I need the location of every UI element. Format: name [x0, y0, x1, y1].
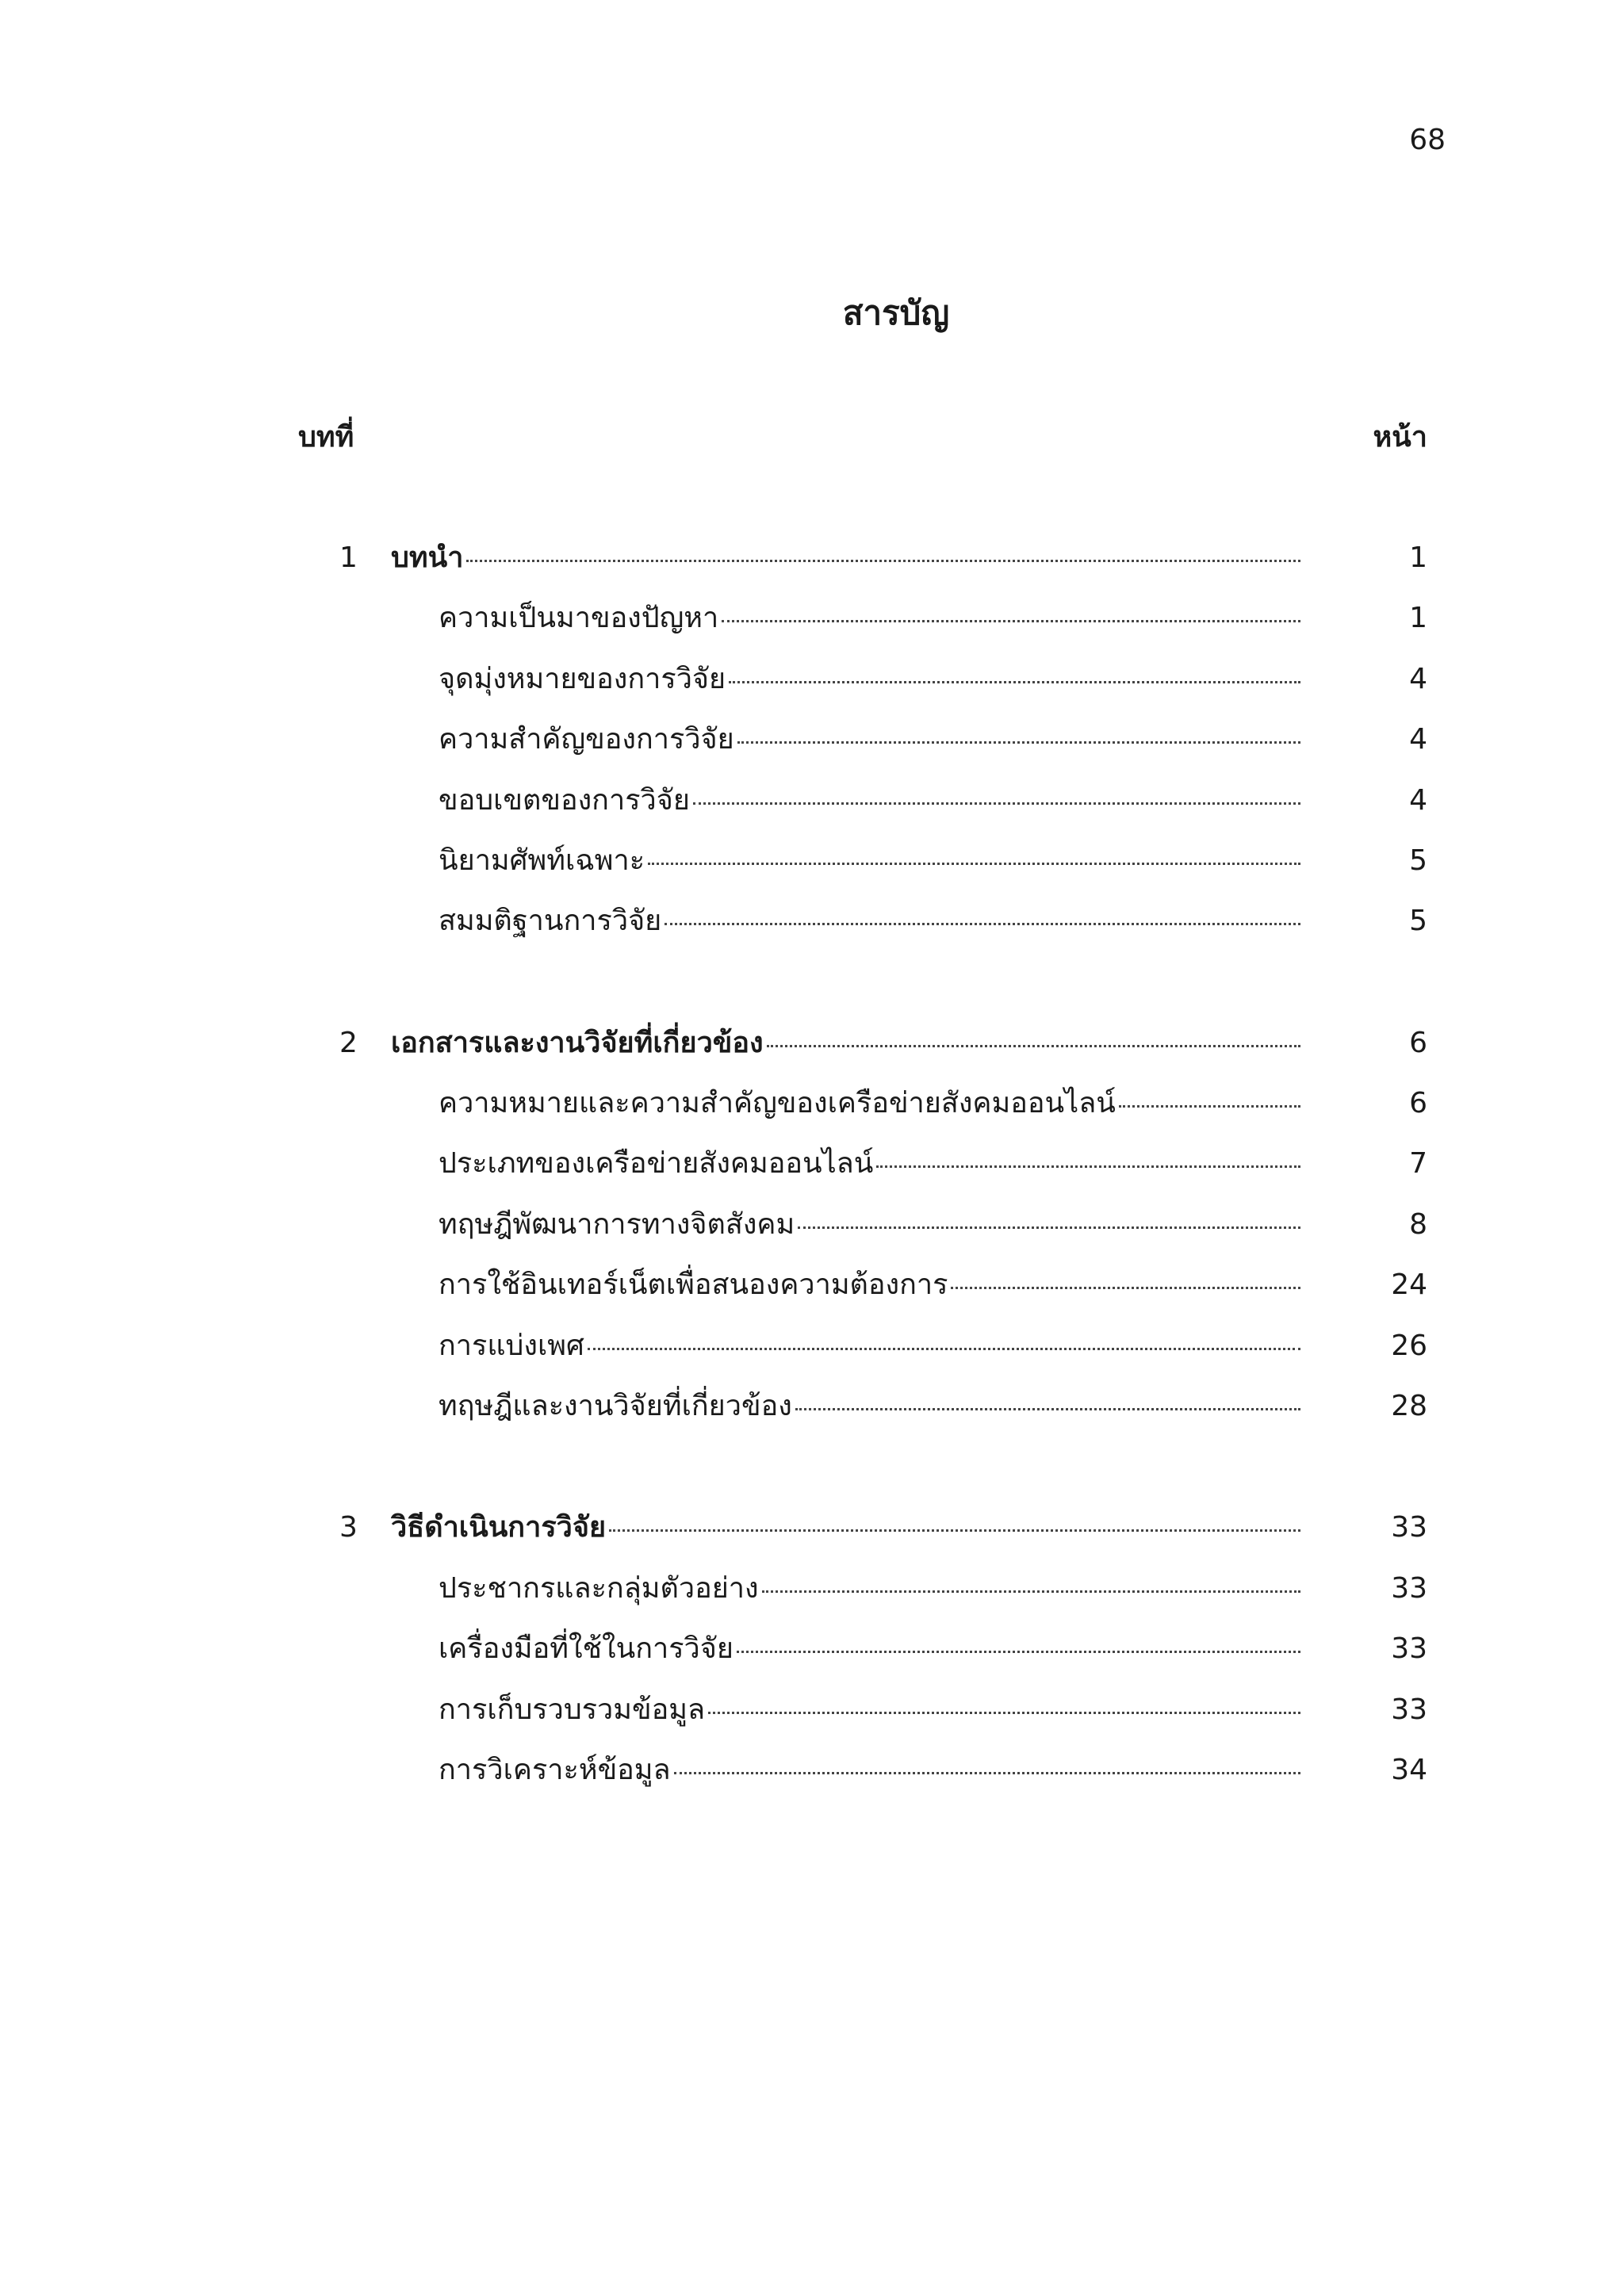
- chapter-number: 3: [339, 1511, 358, 1544]
- section-title: ความเป็นมาของปัญหา: [439, 602, 719, 634]
- toc-chapter-2[interactable]: [0, 1020, 1624, 1067]
- page-ref: 33: [1391, 1632, 1427, 1665]
- dot-leader: [762, 1590, 1300, 1593]
- chapter-title: วิธีดำเนินการวิจัย: [391, 1511, 607, 1544]
- toc-section[interactable]: [0, 1625, 1624, 1673]
- dot-leader: [795, 1408, 1300, 1410]
- toc-section[interactable]: [0, 1686, 1624, 1734]
- page-ref: 28: [1391, 1390, 1427, 1422]
- dot-leader: [876, 1165, 1300, 1168]
- toc-section[interactable]: [0, 837, 1624, 885]
- section-title: ทฤษฎีพัฒนาการทางจิตสังคม: [439, 1208, 795, 1241]
- section-title: ขอบเขตของการวิจัย: [439, 784, 690, 817]
- dot-leader: [798, 1226, 1300, 1229]
- page-ref: 1: [1409, 602, 1427, 634]
- dot-leader: [767, 1045, 1300, 1047]
- toc-chapter-3[interactable]: [0, 1504, 1624, 1552]
- section-title: ความสำคัญของการวิจัย: [439, 723, 734, 756]
- page-ref: 5: [1409, 905, 1427, 937]
- dot-leader: [693, 802, 1300, 805]
- chapter-title: เอกสารและงานวิจัยที่เกี่ยวข้อง: [391, 1027, 764, 1059]
- page-ref: 34: [1391, 1754, 1427, 1786]
- page-ref: 6: [1409, 1087, 1427, 1119]
- toc-chapter-1[interactable]: [0, 534, 1624, 582]
- toc-section[interactable]: [0, 1747, 1624, 1794]
- page-ref: 26: [1391, 1330, 1427, 1362]
- section-title: การใช้อินเทอร์เน็ตเพื่อสนองความต้องการ: [439, 1269, 948, 1301]
- section-title: เครื่องมือที่ใช้ในการวิจัย: [439, 1632, 733, 1665]
- chapter-column-header: บทที่: [298, 421, 354, 453]
- section-title: นิยามศัพท์เฉพาะ: [439, 844, 645, 877]
- section-title: จุดมุ่งหมายของการวิจัย: [439, 663, 726, 695]
- section-title: สมมติฐานการวิจัย: [439, 905, 662, 937]
- dot-leader: [722, 620, 1300, 622]
- toc-section[interactable]: [0, 1322, 1624, 1370]
- section-title: ทฤษฎีและงานวิจัยที่เกี่ยวข้อง: [439, 1390, 792, 1422]
- toc-section[interactable]: [0, 1383, 1624, 1430]
- page-ref: 33: [1391, 1693, 1427, 1726]
- toc-section[interactable]: [0, 1565, 1624, 1613]
- dot-leader: [737, 741, 1300, 744]
- dot-leader: [729, 681, 1300, 683]
- section-title: ความหมายและความสำคัญของเครือข่ายสังคมออนไลน์: [439, 1087, 1116, 1119]
- page-ref: 33: [1391, 1511, 1427, 1544]
- dot-leader: [708, 1712, 1300, 1714]
- section-title: การเก็บรวบรวมข้อมูล: [439, 1693, 706, 1726]
- section-title: ประเภทของเครือข่ายสังคมออนไลน์: [439, 1147, 874, 1180]
- toc-section[interactable]: [0, 1140, 1624, 1188]
- page-ref: 6: [1409, 1027, 1427, 1059]
- toc-section[interactable]: [0, 1261, 1624, 1309]
- page-ref: 5: [1409, 844, 1427, 877]
- page-ref: 33: [1391, 1572, 1427, 1605]
- dot-leader: [1119, 1105, 1300, 1108]
- chapter-number: 2: [339, 1027, 358, 1059]
- chapter-number: 1: [339, 541, 358, 574]
- dot-leader: [609, 1529, 1300, 1532]
- page-column-header: หน้า: [1373, 421, 1427, 453]
- toc-section[interactable]: [0, 716, 1624, 763]
- page-ref: 1: [1409, 541, 1427, 574]
- toc-section[interactable]: [0, 656, 1624, 703]
- dot-leader: [648, 863, 1300, 865]
- page-ref: 7: [1409, 1147, 1427, 1180]
- dot-leader: [674, 1772, 1300, 1774]
- section-title: การแบ่งเพศ: [439, 1330, 584, 1362]
- page-number: 68: [1409, 124, 1446, 156]
- page-ref: 8: [1409, 1208, 1427, 1241]
- toc-section[interactable]: [0, 777, 1624, 825]
- section-title: ประชากรและกลุ่มตัวอย่าง: [439, 1572, 759, 1605]
- page-ref: 24: [1391, 1269, 1427, 1301]
- page-ref: 4: [1409, 784, 1427, 817]
- page-ref: 4: [1409, 723, 1427, 756]
- page-ref: 4: [1409, 663, 1427, 695]
- chapter-title: บทนำ: [391, 541, 464, 574]
- page-title: สารบัญ: [842, 293, 950, 332]
- dot-leader: [588, 1348, 1300, 1350]
- toc-section[interactable]: [0, 897, 1624, 945]
- section-title: การวิเคราะห์ข้อมูล: [439, 1754, 671, 1786]
- toc-section[interactable]: [0, 1201, 1624, 1249]
- dot-leader: [466, 560, 1300, 562]
- toc-section[interactable]: [0, 595, 1624, 642]
- dot-leader: [951, 1287, 1300, 1289]
- dot-leader: [737, 1651, 1300, 1653]
- dot-leader: [665, 923, 1300, 925]
- toc-section[interactable]: [0, 1080, 1624, 1127]
